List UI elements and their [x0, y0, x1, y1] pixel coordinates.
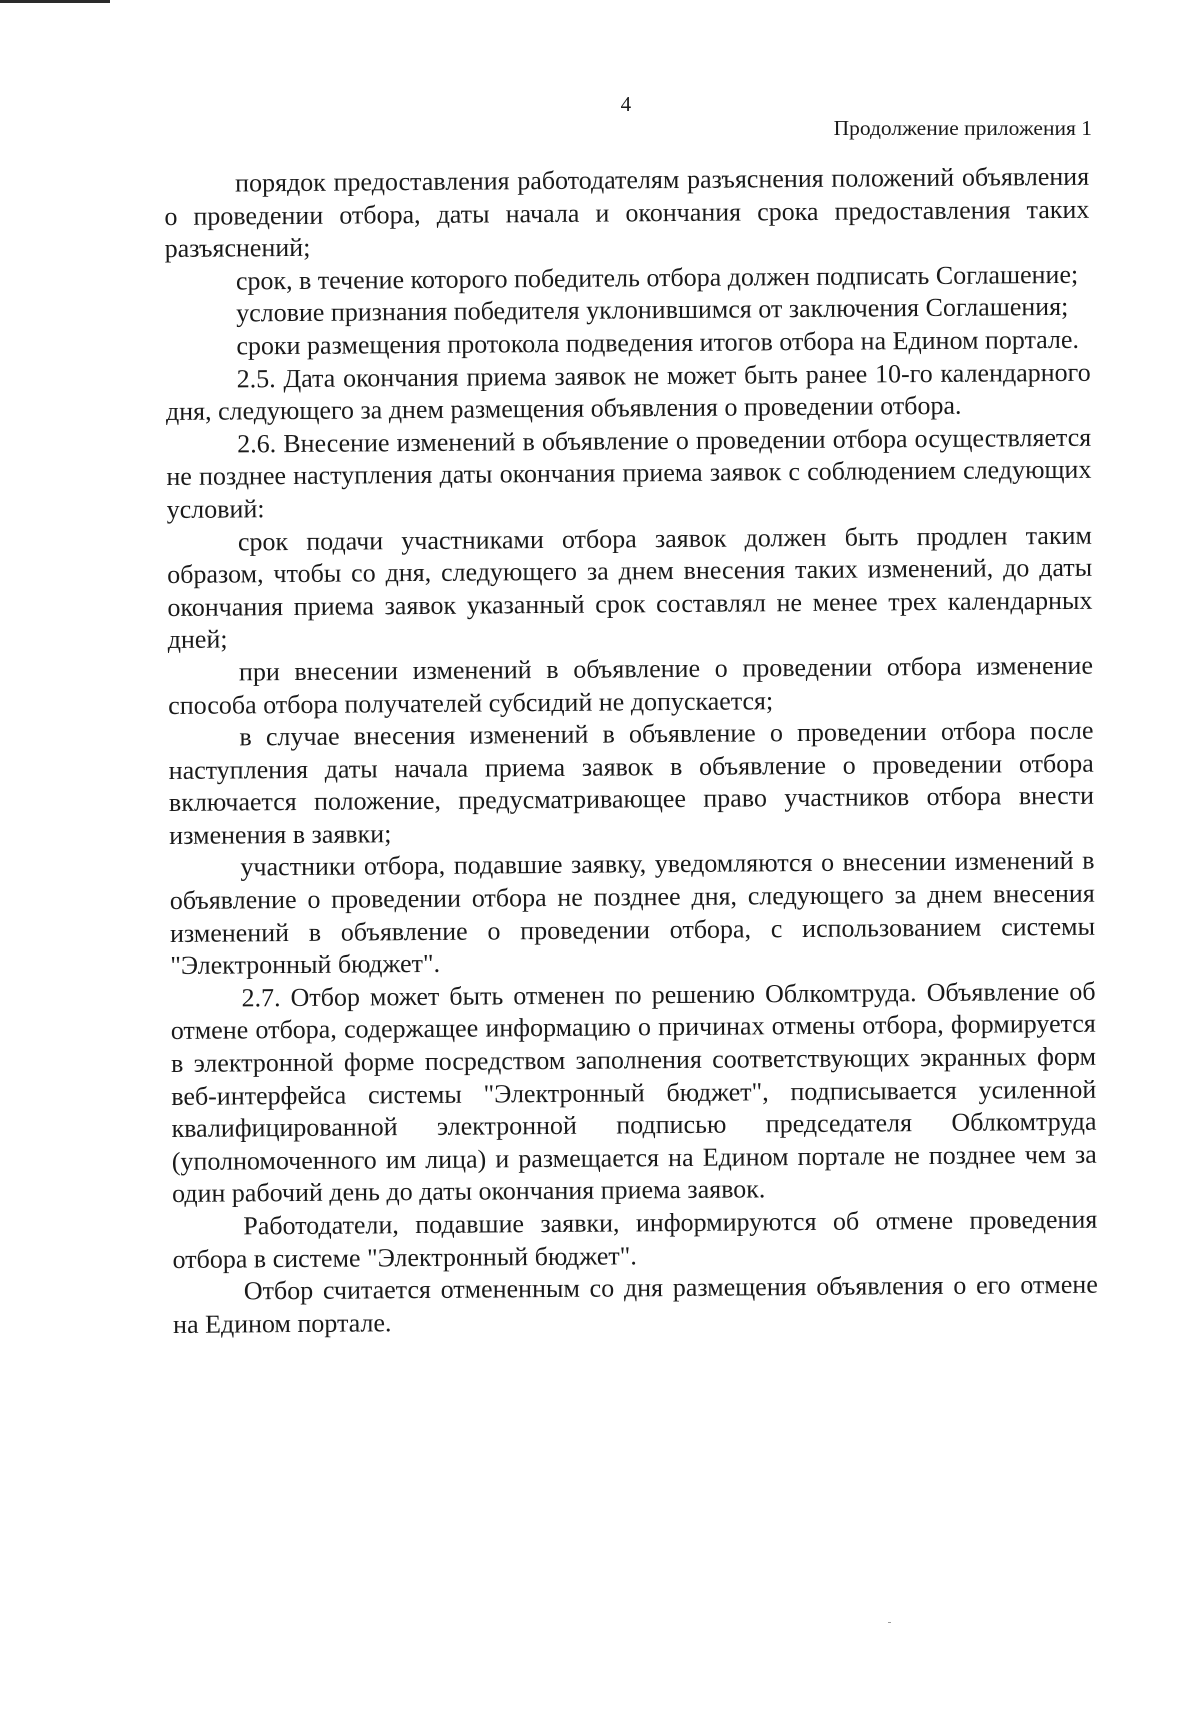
- paragraph-deadline-extension: срок подачи участниками отбора заявок должен быть продлен таким образом, чтобы со дня, следующего за днем внесения таких изменений, до даты окончания приема заявок указанный срок составлял не менее трех календарных дней;: [167, 520, 1093, 655]
- paragraph-signing-deadline: срок, в течение которого победитель отбора должен подписать Соглашение;: [235, 259, 1079, 296]
- paragraph-protocol-terms: сроки размещения протокола подведения итогов отбора на Едином портале.: [236, 324, 1080, 361]
- scan-speck: [888, 1622, 891, 1623]
- scan-edge-mark: [0, 0, 110, 3]
- paragraph-cancellation-effective: Отбор считается отмененным со дня размещения объявления о его отмене на Едином портале.: [172, 1269, 1098, 1339]
- paragraph-clarification-procedure: порядок предоставления работодателям разъяснения положений объявления о проведении отбора, даты начала и окончания срока предоставления таких разъяснений;: [164, 161, 1090, 264]
- document-body: [164, 161, 1098, 1342]
- paragraph-evasion-condition: условие признания победителя уклонившимся от заключения Соглашения;: [236, 292, 1069, 328]
- paragraph-employer-notice: Работодатели, подавшие заявки, информируются об отмене проведения отбора в системе "Электронный бюджет".: [172, 1204, 1098, 1274]
- paragraph-method-change: при внесении изменений в объявление о проведении отбора изменение способа отбора получателей субсидий не допускается;: [168, 650, 1094, 720]
- paragraph-application-changes: в случае внесения изменений в объявление о проведении отбора после наступления даты начала приема заявок в объявление о проведении отбора включается положение, предусматривающее право участников отбора внести изменения в заявки;: [168, 715, 1095, 850]
- paragraph-2-6: 2.6. Внесение изменений в объявление о проведении отбора осуществляется не позднее наступления даты окончания приема заявок с соблюдением следующих условий:: [166, 422, 1092, 524]
- page-number: 4: [620, 92, 632, 116]
- paragraph-participant-notice: участники отбора, подавшие заявку, уведомляются о внесении изменений в объявление о проведении отбора не позднее дня, следующего за днем внесения изменений в объявление о проведении отбора, с использованием системы "Электронный бюджет".: [169, 846, 1096, 981]
- paragraph-2-5: 2.5. Дата окончания приема заявок не может быть ранее 10-го календарного дня, следующего за днем размещения объявления о проведении отбора.: [165, 357, 1091, 427]
- appendix-continuation-note: Продолжение приложения 1: [833, 116, 1092, 140]
- paragraph-2-7: 2.7. Отбор может быть отменен по решению Облкомтруда. Объявление об отмене отбора, содержащее информацию о причинах отмены отбора, формируется в электронной форме посредством заполнения соответствующих экранных форм веб-интерфейса системы "Электронный бюджет", подписывается усиленной квалифицированной электронной подписью председателя Облкомтруда (уполномоченного им лица) и размещается на Едином портале не позднее чем за один рабочий день до даты окончания приема заявок.: [170, 976, 1097, 1209]
